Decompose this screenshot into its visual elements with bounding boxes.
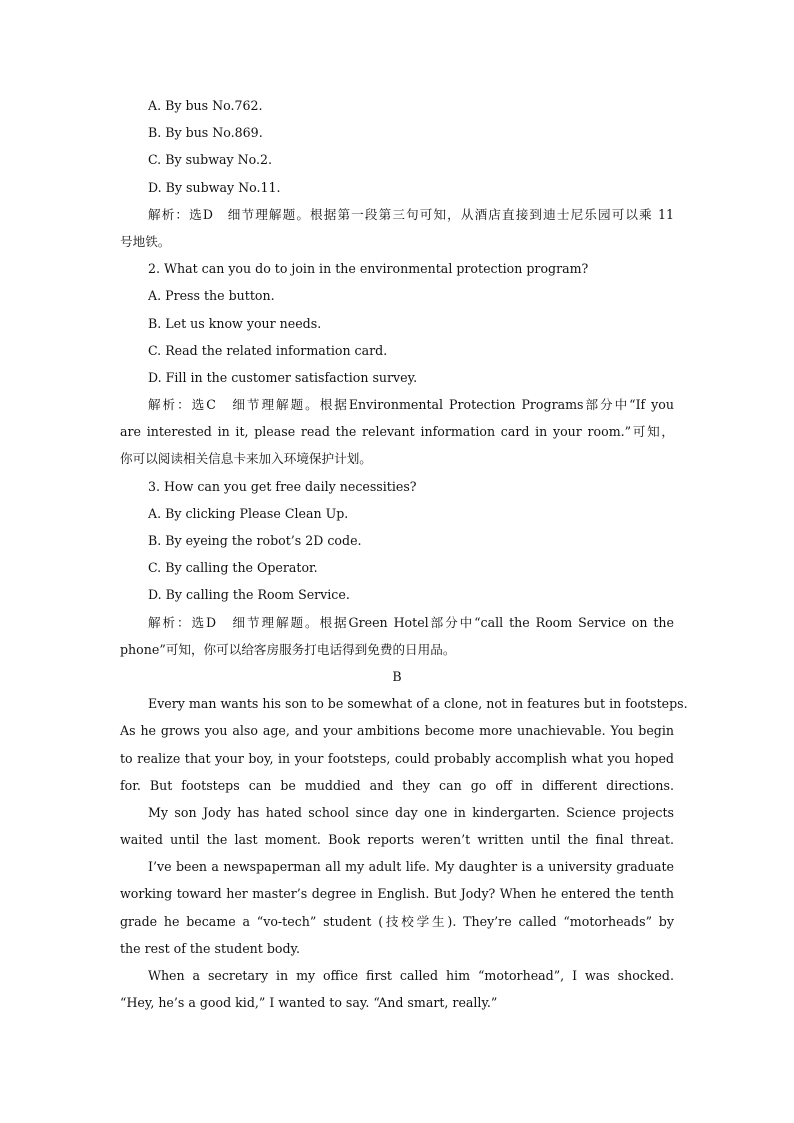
document-page <box>120 92 688 1016</box>
text-line: 解析：选D 细节理解题。根据Green Hotel部分中“call the Room Service on the <box>148 614 674 630</box>
text-line: grade he became a “vo-tech” student (技校学生). They’re called “motorheads” by <box>120 913 674 929</box>
text-line: C. By calling the Operator. <box>148 560 318 576</box>
text-line: the rest of the student body. <box>120 940 300 956</box>
text-line: A. By bus No.762. <box>148 98 263 113</box>
text-line: As he grows you also age, and your ambitions become more unachievable. You begin <box>120 723 674 739</box>
text-line: B. By eyeing the robot’s 2D code. <box>148 533 362 548</box>
text-line: D. By subway No.11. <box>148 179 281 195</box>
text-line: D. Fill in the customer satisfaction survey. <box>148 369 418 385</box>
text-line: working toward her master’s degree in English. But Jody? When he entered the tenth <box>120 886 674 902</box>
text-line: 号地铁。 <box>120 233 171 249</box>
text-line: A. By clicking Please Clean Up. <box>148 505 349 521</box>
text-line: When a secretary in my office first called him “motorhead”, I was shocked. <box>148 968 674 983</box>
text-line: 3. How can you get free daily necessities? <box>148 478 417 494</box>
text-line: Every man wants his son to be somewhat of a clone, not in features but in footsteps. <box>148 696 688 712</box>
text-line: 你可以阅读相关信息卡来加入环境保护计划。 <box>120 451 372 467</box>
text-line: B. Let us know your needs. <box>148 315 322 331</box>
text-line: D. By calling the Room Service. <box>148 587 350 603</box>
text-line: waited until the last moment. Book reports weren’t written until the final threat. <box>120 832 674 848</box>
text-line: A. Press the button. <box>148 288 275 304</box>
text-line: I’ve been a newspaperman all my adult life. My daughter is a university graduate <box>148 859 674 875</box>
text-line: 2. What can you do to join in the environmental protection program? <box>148 261 589 277</box>
text-line: C. Read the related information card. <box>148 342 388 358</box>
text-line: B. By bus No.869. <box>148 125 263 141</box>
text-line: B <box>392 668 402 684</box>
text-line: 解析：选C 细节理解题。根据Environmental Protection Programs部分中“If you <box>148 397 674 413</box>
text-line: are interested in it, please read the relevant information card in your room.”可知， <box>120 424 674 440</box>
text-line: “Hey, he’s a good kid,” I wanted to say. “And smart, really.” <box>120 995 498 1011</box>
text-line: for. But footsteps can be muddied and they can go off in different directions. <box>120 777 674 793</box>
text-line: to realize that your boy, in your footsteps, could probably accomplish what you hoped <box>120 750 674 766</box>
text-line: My son Jody has hated school since day one in kindergarten. Science projects <box>148 804 674 820</box>
text-line: phone”可知，你可以给客房服务打电话得到免费的日用品。 <box>120 641 456 657</box>
text-line: 解析：选D 细节理解题。根据第一段第三句可知，从酒店直接到迪士尼乐园可以乘 11 <box>148 206 674 222</box>
text-line: C. By subway No.2. <box>148 152 273 168</box>
